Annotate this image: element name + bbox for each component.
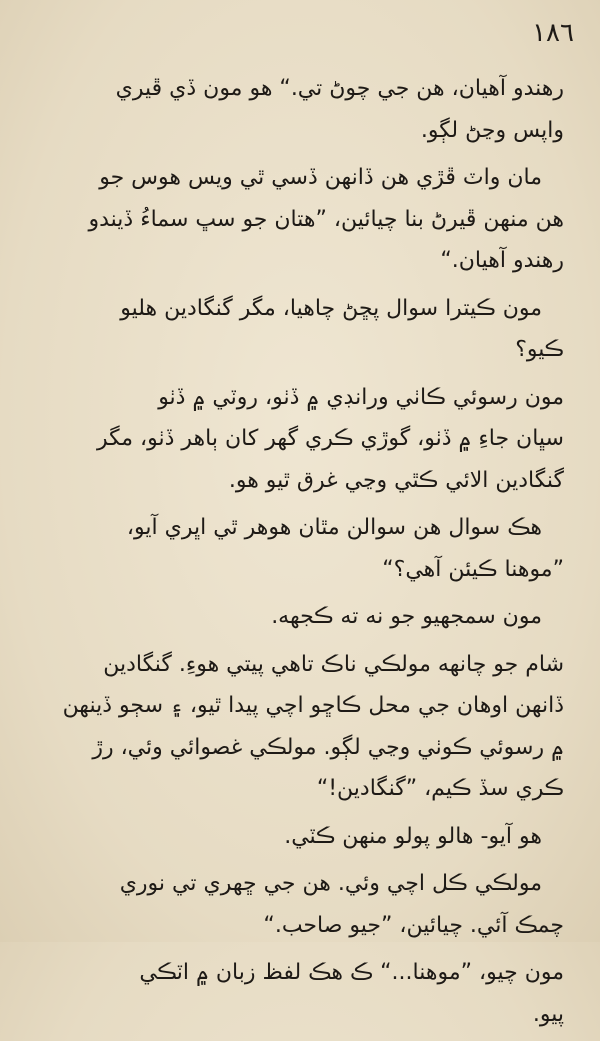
text-line: مون چيو، ”موهنا...“ ڪ هڪ لفظ زبان ۾ اٽڪي — [139, 960, 564, 985]
text-line: چمڪ آئي. چيائين، ”جيو صاحب.“ — [263, 912, 564, 938]
text-line: مون رسوئي ڪاٺي ورانڊي ۾ ڏٺو، روٽي ۾ ڏٺو — [158, 384, 564, 410]
paragraph — [40, 952, 564, 1035]
text-line: مان واٽ ڦڙي هن ڏانهن ڏسي ٿي ويس هوس جو — [99, 165, 542, 190]
body-text — [40, 68, 564, 1041]
text-line: مولڪي ڪل اچي وئي. هن جي ڇهري تي نوري — [119, 871, 542, 896]
text-line: ۾ رسوئي ڪوٺي وڃي لڳو. مولڪي غصوائي وئي، رڙ — [92, 734, 564, 760]
paragraph — [40, 816, 564, 858]
text-line: هن منهن ڦيرڻ بنا چيائين، ”هتان جو سڀ سماءُ ڏيندو — [88, 206, 564, 232]
text-line: پيو. — [532, 1001, 564, 1027]
paragraph — [40, 863, 564, 946]
text-line: گنگادين الائي ڪٿي وڃي غرق ٿيو هو. — [228, 467, 564, 493]
paragraph — [40, 68, 564, 151]
text-line: رهندو آهيان، هن جي چوڻ تي.“ هو مون ڏي ڦيري — [115, 76, 564, 101]
text-line: هڪ سوال هن سوالن مٿان هوهر ٿي اڀري آيو، — [126, 515, 542, 540]
paragraph — [40, 507, 564, 590]
text-line: مون سمجهيو جو نه ته ڪجهه. — [271, 604, 542, 629]
paragraph — [40, 157, 564, 282]
text-line: سڀان جاءِ ۾ ڏٺو، گوڙي ڪري گهر کان ٻاهر ڏٺو، مگر — [96, 426, 564, 451]
paragraph — [40, 644, 564, 810]
text-line: ڪري سڏ ڪيم، ”گنگادين!“ — [316, 776, 564, 801]
text-line: شام جو چانهه مولڪي ناڪ تاهي پيتي هوءِ. گنگادين — [103, 651, 564, 677]
paragraph — [40, 288, 564, 371]
text-line: واپس وڃڻ لڳو. — [420, 117, 564, 143]
text-line: ڏانهن اوهان جي محل ڪاڇو اچي پيدا ٿيو، ۽ سڄو ڏينهن — [62, 693, 564, 718]
text-line: رهندو آهيان.“ — [440, 248, 564, 273]
text-line: ڪيو؟ — [515, 337, 564, 362]
page-number: ١٨٦ — [532, 18, 574, 48]
paragraph — [40, 377, 564, 502]
text-line: هو آيو- هالو پولو منهن ڪٽي. — [284, 823, 542, 849]
paragraph — [40, 596, 564, 638]
text-line: ”موهنا ڪيئن آهي؟“ — [382, 556, 564, 582]
text-line: مون ڪيترا سوال پڇڻ چاهيا، مگر گنگادين هليو — [120, 295, 542, 321]
